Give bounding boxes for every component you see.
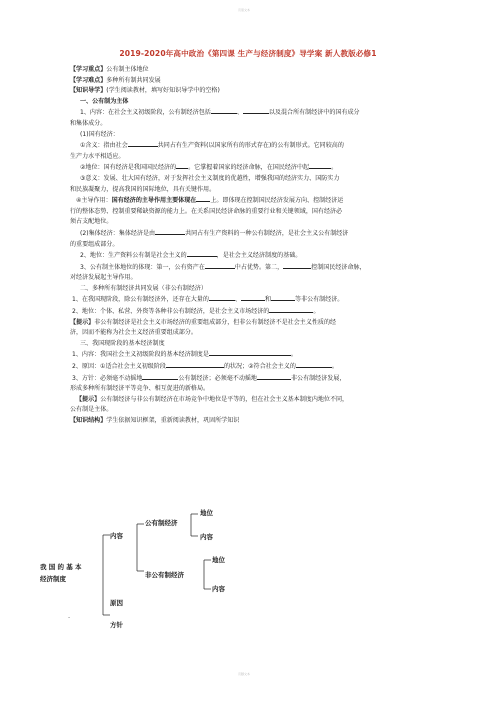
footer-watermark: 页脚文本 [238,672,251,676]
paragraph: ②地位：国有经济是我国国民经济的 。它掌握着国家的经济命脉，在国民经济中起 。 [80,164,338,172]
section-heading-1: 一、公有制为主体 [80,97,129,105]
goal-text: 公有制主体地位 [106,66,149,73]
tip-continued: 公有制是主体。 [70,406,113,414]
diagram-public-status: 地位 [200,509,213,517]
paragraph: (2)集体经济：集体经济是由 共同占有生产资料的一种公有制经济，是社会主义公有制经济 [80,229,349,237]
section-heading-3: 三、我国现阶段的基本经济制度 [80,339,165,347]
goal-text: 多种所有制共同发展 [106,76,161,84]
paragraph: 1、在我国现阶段，除公有制经济外，还存在大量的 、 和 等非公有制经济。 [72,296,344,304]
paragraph: 的重要组成部分。 [70,240,119,248]
diagram-policy-label: 方针 [110,621,123,629]
structure-intro: 【知识结构】学生依据知识框架，重新阅读教材，巩固所学知识 [70,417,240,424]
paragraph: 2、地位：个体、私营、外资等各种非公有制经济，是社会主义市场经济的 。 [72,308,320,316]
diagram-dot: · [68,614,71,622]
diagram-nonpublic-label: 非公有制经济 [145,571,184,579]
paragraph: ③意义：发展、壮大国有经济，对于发挥社会主义制度的优越性，增强我国的经济实力、国防实力 [80,174,340,182]
goal-text: (学生阅读教材，填写好知识导学中的空格) [106,87,220,95]
paragraph: 3、方针：必须毫不动摇地 公有制经济；必须毫不动摇地 非公有制经济发展， [72,374,346,382]
goal-label: 【知识导学】 [70,87,107,95]
paragraph: 2、地位：生产资料公有制是社会主义的 ，是社会主义经济制度的基础。 [80,252,302,260]
diagram-public-label: 公有制经济 [145,519,178,527]
paragraph: 2、原因：①适合社会主义初级阶段 的状况；②符合社会主义的 。 [72,363,338,371]
paragraph: 和民族凝聚力，提高我国的国际地位，具有关键作用。 [70,185,216,193]
tip: 【提示】公有制经济与非公有制经济在市场竞争中地位是平等的，但在社会主义基本制度内地位不同， [76,395,349,403]
diagram-reason-label: 原因 [110,599,123,607]
subheading: (1)国有经济： [80,130,119,138]
paragraph: 3、公有制主体地位的体现：第一，公有资产在 中占优势。第二， 控制国民经济命脉， [80,263,366,271]
goal-label: 【学习难点】 [70,76,107,84]
paragraph: 1、内容：我国社会主义初级阶段的基本经济制度是 。 [72,351,297,359]
tip-continued: 济，因而不能称为社会主义经济重要组成部分。 [70,329,197,337]
diagram-public-content: 内容 [200,533,213,541]
section-heading-2: 二、多种所有制经济共同发展（非公有制经济） [80,284,207,292]
page-title: 2019-2020年高中政治《第四课 生产与经济制度》导学案 新人教版必修1 [119,49,377,58]
paragraph: 对经济发展起主导作用。 [70,274,137,282]
paragraph: 行的整体态势、控制重要稀缺资源的能力上。在关系国民经济命脉的重要行业和关键领域，国有经济必 [70,207,343,215]
diagram-nonpublic-content: 内容 [212,585,225,593]
paragraph: 1、内容：在社会主义初级阶段，公有制经济包括 、 以及混合所有制经济中的国有成分 [80,109,360,117]
diagram-content-label: 内容 [110,532,123,540]
paragraph: 须占支配地位。 [70,218,113,226]
paragraph: 和集体成分。 [70,119,107,127]
paragraph: ①含义：指由社会 共同占有生产资料(以国家所有的形式存在)的公有制形式。它同较高的 [80,142,344,150]
diagram-root-label-line1: 我 国 的 基 本 [40,563,82,571]
paragraph: ④主导作用：国有经济的主导作用主要体现在 上。即体现在控制国民经济发展方向、控制经济运 [76,197,344,205]
paragraph: 生产力水平相适应。 [70,152,125,160]
goal-label: 【学习重点】 [70,66,107,73]
diagram-root-label-line2: 经济制度 [40,575,66,583]
tip: 【提示】非公有制经济是社会主义市场经济的重要组成部分，但非公有制经济不是社会主义性质的经 [70,318,337,326]
paragraph: 形成多种所有制经济平等竞争、相互促进的新格局。 [70,385,210,393]
header-watermark: 页眉文本 [238,8,251,12]
diagram-nonpublic-status: 地位 [212,556,225,564]
